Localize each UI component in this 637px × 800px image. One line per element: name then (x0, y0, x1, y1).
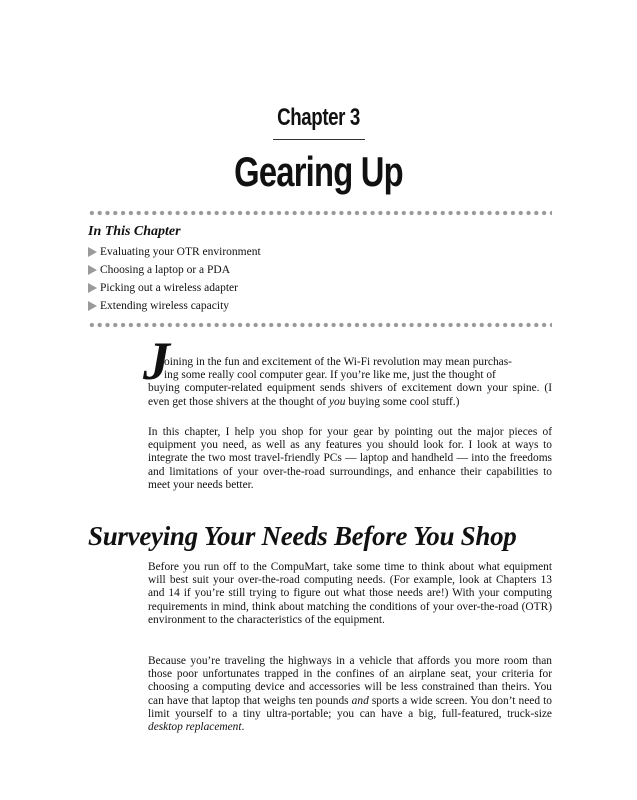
emphasis-and: and (351, 694, 369, 707)
bullet-text: Extending wireless capacity (100, 300, 230, 312)
chapter-bullet-list (88, 243, 261, 315)
chapter-rule (273, 139, 365, 140)
intro-paragraph-1 (148, 356, 552, 409)
chapter-label: Chapter 3 (277, 104, 360, 131)
drop-cap: J (143, 331, 170, 391)
chapter-title: Gearing Up (234, 148, 403, 195)
in-this-chapter-heading: In This Chapter (88, 224, 181, 239)
triangle-bullet-icon (88, 283, 97, 293)
triangle-bullet-icon (88, 247, 97, 257)
bullet-text: Picking out a wireless adapter (100, 282, 238, 294)
bullet-item (88, 297, 261, 315)
section-paragraph-2: Because you’re traveling the highways in a vehicle that affords you more room than those poor unfortunates trapped in the confines of an airplane seat, your criteria for choosing a computing device and accessories will be less constrained than theirs. You can have that laptop that weighs ten pounds and sports a wide screen. You don’t need to limit yourself to a tiny ultra-portable; you can have a big, full-featured, truck-size desktop replacement. (148, 655, 552, 734)
emphasis-desktop-replacement: desktop replacement (148, 721, 242, 734)
section-heading: Surveying Your Needs Before You Shop (88, 521, 517, 551)
triangle-bullet-icon (88, 301, 97, 311)
intro-line-2: ing some really cool computer gear. If you’re like me, just the thought of (164, 369, 496, 382)
bullet-text: Choosing a laptop or a PDA (100, 264, 231, 276)
bullet-item (88, 279, 261, 297)
bullet-item (88, 243, 261, 261)
intro-line-1: oining in the fun and excitement of the Wi-Fi revolution may mean purchas- (164, 356, 512, 368)
triangle-bullet-icon (88, 265, 97, 275)
intro-paragraph-2: In this chapter, I help you shop for your gear by pointing out the major pieces of equipment you need, as well as any features you should look for. I look at ways to integrate the two most travel-friendly PCs — laptop and handheld — into the freedoms and limitations of your over-the-road surroundings, and enhance their capabilities to meet your needs better. (148, 426, 552, 491)
dotted-divider-bottom (88, 322, 552, 328)
section-paragraph-1: Before you run off to the CompuMart, take some time to think about what equipment will best suit your over-the-road computing needs. (For example, look at Chapters 13 and 14 if you’re still trying to figure out what those needs are!) With your computing requirements in mind, think about matching the conditions of your over-the-road (OTR) environment to the characteristics of the equipment. (148, 561, 552, 626)
emphasis-you: you (328, 395, 346, 408)
bullet-item (88, 261, 261, 279)
intro-continuation: buying computer-related equipment sends shivers of excitement down your spine. (I even get those shivers at the thought of you buying some cool stuff.) (148, 382, 552, 408)
dotted-divider-top (88, 210, 552, 216)
bullet-text: Evaluating your OTR environment (100, 246, 261, 258)
